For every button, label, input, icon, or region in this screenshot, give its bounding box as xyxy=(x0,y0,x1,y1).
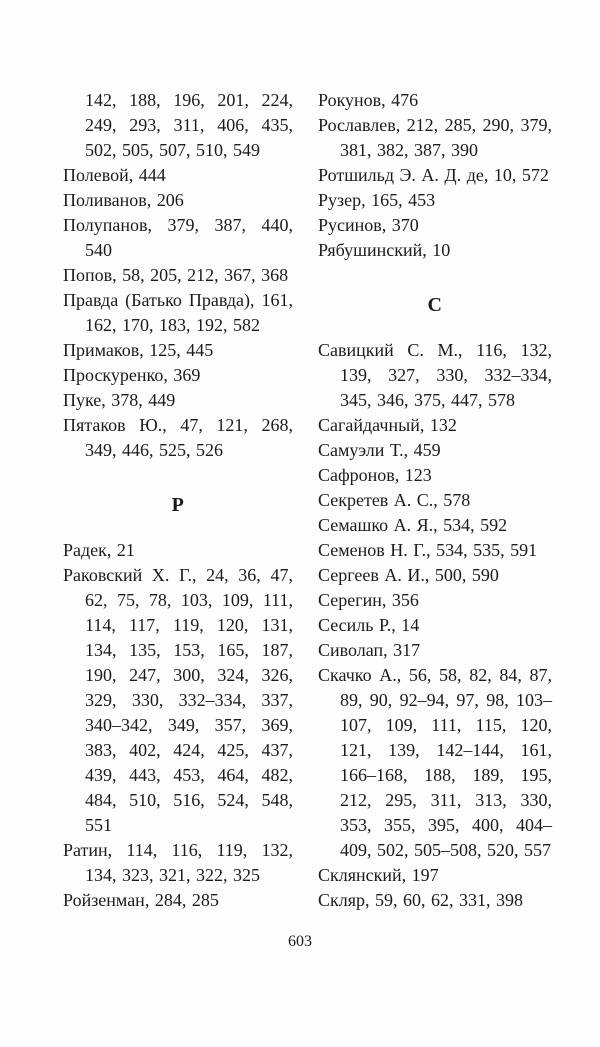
index-entry: Радек, 21 xyxy=(63,540,135,560)
index-entry: Рокунов, 476 xyxy=(318,90,419,110)
index-entry: Поливанов, 206 xyxy=(63,190,184,210)
index-entry: Правда (Батько Правда), 161, 162, 170, 183, 192, 582 xyxy=(63,290,293,335)
index-entry: Савицкий С. М., 116, 132, 139, 327, 330, 332–334, 345, 346, 375, 447, 578 xyxy=(318,340,552,410)
index-entry: Сиволап, 317 xyxy=(318,640,421,660)
index-entry: Пятаков Ю., 47, 121, 268, 349, 446, 525, 526 xyxy=(63,415,293,460)
index-entry: Сесиль Р., 14 xyxy=(318,615,420,635)
index-entry: Ройзенман, 284, 285 xyxy=(63,890,219,910)
index-entry: Сагайдачный, 132 xyxy=(318,415,457,435)
index-entry: Секретев А. С., 578 xyxy=(318,490,471,510)
index-entry: Семашко А. Я., 534, 592 xyxy=(318,515,508,535)
section-header: С xyxy=(427,294,443,316)
page-number: 603 xyxy=(288,933,312,950)
index-entry: Рябушинский, 10 xyxy=(318,240,451,260)
index-entry: Рославлев, 212, 285, 290, 379, 381, 382, 387, 390 xyxy=(318,115,552,160)
index-entry: Ратин, 114, 116, 119, 132, 134, 323, 321, 322, 325 xyxy=(63,840,293,885)
index-entry: 142, 188, 196, 201, 224, 249, 293, 311, 406, 435, 502, 505, 507, 510, 549 xyxy=(85,90,293,160)
index-entry: Самуэли Т., 459 xyxy=(318,440,441,460)
index-entry: Скачко А., 56, 58, 82, 84, 87, 89, 90, 92–94, 97, 98, 103–107, 109, 111, 115, 120, 121, 139, 142–144, 161, 166–168, 188, 189, 195, 212, 295, 311, 313, 330, 353, 355, 395, 400, 404–409, 502, 505–508, 520, 557 xyxy=(318,665,552,860)
index-entry: Скляр, 59, 60, 62, 331, 398 xyxy=(318,890,524,910)
index-columns xyxy=(63,88,552,913)
index-column-right xyxy=(318,88,552,913)
section-header: Р xyxy=(171,494,185,516)
index-entry: Попов, 58, 205, 212, 367, 368 xyxy=(63,265,289,285)
index-entry: Рузер, 165, 453 xyxy=(318,190,436,210)
index-entry: Полупанов, 379, 387, 440, 540 xyxy=(63,215,293,260)
index-entry: Проскуренко, 369 xyxy=(63,365,201,385)
index-entry: Семенов Н. Г., 534, 535, 591 xyxy=(318,540,538,560)
index-entry: Пуке, 378, 449 xyxy=(63,390,176,410)
page-footer xyxy=(0,929,600,954)
index-entry: Полевой, 444 xyxy=(63,165,166,185)
index-entry: Серегин, 356 xyxy=(318,590,419,610)
index-entry: Примаков, 125, 445 xyxy=(63,340,214,360)
index-entry: Русинов, 370 xyxy=(318,215,419,235)
index-entry: Склянский, 197 xyxy=(318,865,439,885)
index-entry: Сергеев А. И., 500, 590 xyxy=(318,565,499,585)
index-entry: Раковский Х. Г., 24, 36, 47, 62, 75, 78, 103, 109, 111, 114, 117, 119, 120, 131, 134, 135, 153, 165, 187, 190, 247, 300, 324, 326, 329, 330, 332–334, 337, 340–342, 349, 357, 369, 383, 402, 424, 425, 437, 439, 443, 453, 464, 482, 484, 510, 516, 524, 548, 551 xyxy=(63,565,293,835)
index-entry: Сафронов, 123 xyxy=(318,465,432,485)
index-column-left xyxy=(63,88,293,913)
index-entry: Ротшильд Э. А. Д. де, 10, 572 xyxy=(318,165,549,185)
